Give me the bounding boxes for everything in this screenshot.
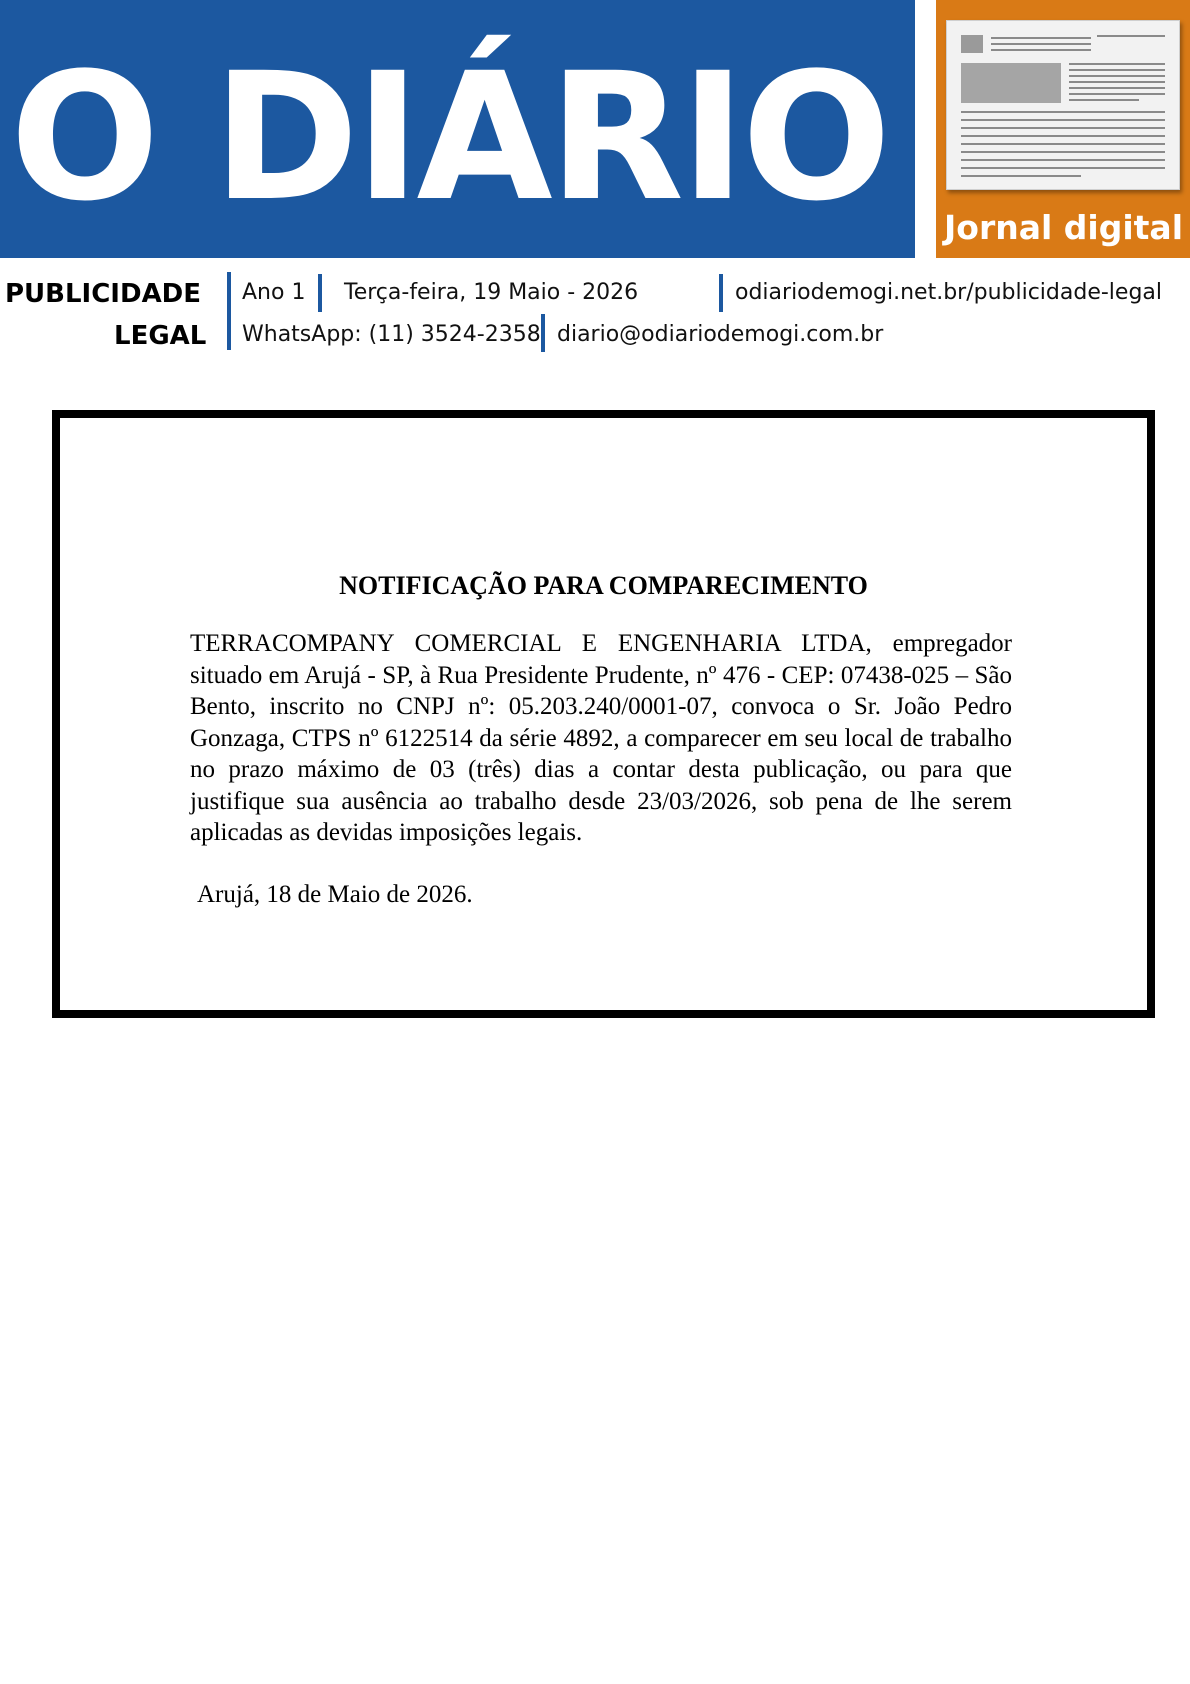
- masthead-banner: [0, 0, 915, 258]
- divider: [719, 274, 723, 312]
- divider: [541, 314, 545, 352]
- newspaper-icon: [946, 20, 1180, 190]
- publication-date: Terça-feira, 19 Maio - 2026: [344, 280, 639, 305]
- newspaper-logo: O DIÁRIO: [10, 35, 888, 240]
- section-title-line1: PUBLICIDADE: [5, 279, 202, 309]
- digital-edition-badge: [936, 0, 1190, 258]
- notice-title: NOTIFICAÇÃO PARA COMPARECIMENTO: [339, 571, 868, 600]
- section-title-line2: LEGAL: [114, 321, 207, 351]
- notice-body: TERRACOMPANY COMERCIAL E ENGENHARIA LTDA, empregador situado em Arujá - SP, à Rua Presidente Prudente, nº 476 - CEP: 07438-025 – São Bento, inscrito no CNPJ nº: 05.203.240/0001-07, convoca o Sr. João Pedro Gonzaga, CTPS nº 6122514 da série 4892, a comparecer em seu local de trabalho no prazo máximo de 03 (três) dias a contar desta publicação, ou para que justifique sua ausência ao trabalho desde 23/03/2026, sob pena de lhe serem aplicadas as devidas imposições legais.: [190, 630, 1012, 846]
- divider: [227, 272, 231, 350]
- notice-place-date: Arujá, 18 de Maio de 2026.: [197, 881, 473, 908]
- email-link[interactable]: diario@odiariodemogi.com.br: [557, 322, 884, 347]
- whatsapp-contact: WhatsApp: (11) 3524-2358: [242, 322, 541, 347]
- website-link[interactable]: odiariodemogi.net.br/publicidade-legal: [735, 280, 1163, 305]
- edition-number: Ano 1: [242, 280, 306, 305]
- divider: [318, 274, 322, 312]
- digital-edition-label: Jornal digital: [944, 208, 1184, 247]
- legal-notice: [52, 410, 1155, 1018]
